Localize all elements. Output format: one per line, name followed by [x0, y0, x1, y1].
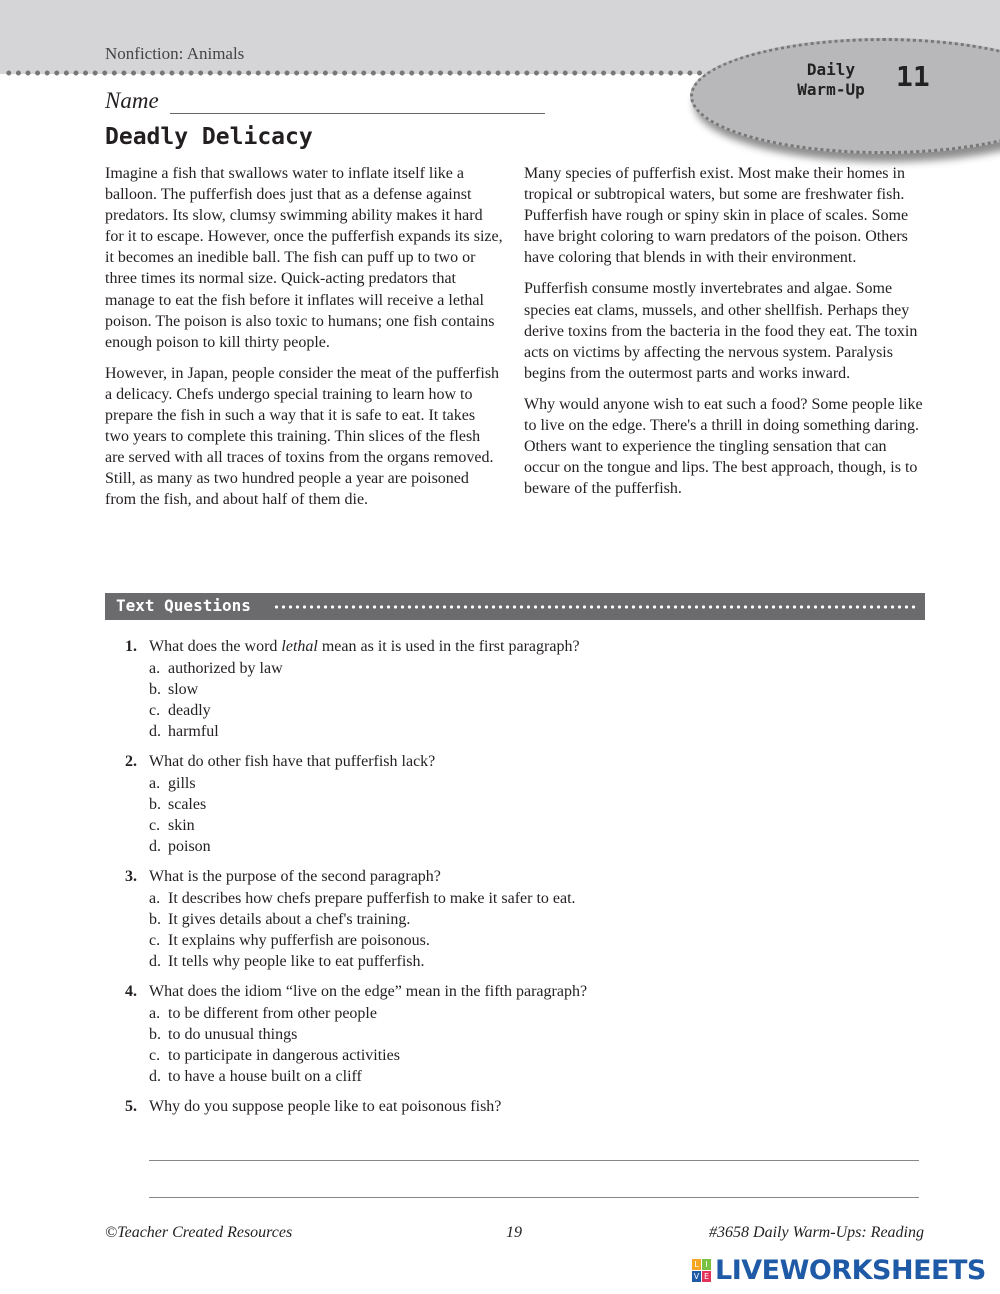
- option-letter: c.: [149, 817, 161, 834]
- option-letter: a.: [149, 660, 161, 677]
- answer-option[interactable]: [125, 1024, 925, 1045]
- right-column: [524, 163, 926, 509]
- answer-option[interactable]: [125, 721, 925, 742]
- answer-option[interactable]: [125, 1045, 925, 1066]
- answer-option[interactable]: [125, 794, 925, 815]
- question-number: 3.: [125, 868, 137, 885]
- option-letter: d.: [149, 1068, 161, 1085]
- question-stem: [125, 751, 925, 773]
- paragraph: However, in Japan, people consider the meat of the pufferfish a delicacy. Chefs undergo special training to learn how to prepare the fish in such a way that it is safe to eat. It takes two years to complete this training. Thin slices of the flesh are served with all traces of toxins from the organs removed. Still, as many as two hundred people a year are poisoned from the fish, and about half of them die.: [105, 364, 500, 509]
- question-stem: [125, 1096, 925, 1118]
- option-text: to participate in dangerous activities: [168, 1047, 400, 1064]
- option-text: to be different from other people: [168, 1005, 377, 1022]
- question-text-part: What do other fish have that pufferfish lack?: [149, 753, 436, 770]
- paragraph: Imagine a fish that swallows water to inflate itself like a balloon. The pufferfish does just that as a defense against predators. Its slow, clumsy swimming ability makes it hard for it to escape. However, once the pufferfish expands its size, it becomes an inedible ball. The fish can puff up to two or three times its normal size. Quick-acting predators that manage to eat the fish before it inflates will receive a lethal poison. The poison is also toxic to humans; one fish contains enough poison to kill thirty people.: [105, 165, 503, 351]
- question-text-part: Why do you suppose people like to eat poisonous fish?: [149, 1098, 502, 1115]
- question-stem: [125, 866, 925, 888]
- dotted-divider: [4, 70, 704, 76]
- paragraph: Many species of pufferfish exist. Most make their homes in tropical or subtropical waters, but some are freshwater fish. Pufferfish have rough or spiny skin in place of scales. Some have bright coloring to warn predators of the poison. Others have coloring that blends in with their environment.: [524, 165, 909, 267]
- footer-copyright: ©Teacher Created Resources: [105, 1224, 293, 1241]
- option-text: scales: [168, 796, 207, 813]
- question-emphasis: lethal: [281, 638, 318, 655]
- option-text: authorized by law: [168, 660, 283, 677]
- answer-option[interactable]: [125, 679, 925, 700]
- question: [125, 1096, 925, 1118]
- question-text: [149, 636, 580, 658]
- question-text-part: mean as it is used in the first paragraph?: [317, 638, 580, 655]
- answer-option[interactable]: [125, 773, 925, 794]
- question-number: 4.: [125, 983, 137, 1000]
- option-text: to have a house built on a cliff: [168, 1068, 362, 1085]
- badge-label: [786, 60, 876, 100]
- option-text: harmful: [168, 723, 219, 740]
- answer-option[interactable]: [125, 909, 925, 930]
- option-letter: c.: [149, 932, 161, 949]
- question: [125, 636, 925, 742]
- option-text: gills: [168, 775, 196, 792]
- answer-option[interactable]: [125, 888, 925, 909]
- option-text: It tells why people like to eat pufferfish.: [168, 953, 425, 970]
- question-text: [149, 751, 435, 773]
- answer-option[interactable]: [125, 1066, 925, 1087]
- option-text: to do unusual things: [168, 1026, 298, 1043]
- paragraph: Pufferfish consume mostly invertebrates and algae. Some species eat clams, mussels, and other shellfish. Perhaps they derive toxins from the bacteria in the food they eat. The toxin acts on victims by affecting the nervous system. Paralysis begins from the outermost parts and works inward.: [524, 280, 918, 382]
- logo-letter-tile: I: [702, 1259, 711, 1270]
- logo-letter-tile: E: [703, 1272, 710, 1281]
- option-letter: a.: [149, 1005, 161, 1022]
- question-text: [149, 1096, 501, 1118]
- question-number: 5.: [125, 1098, 137, 1115]
- answer-line[interactable]: [149, 1197, 919, 1198]
- option-text: It describes how chefs prepare pufferfish to make it safer to eat.: [168, 890, 576, 907]
- liveworksheets-logo: [692, 1255, 986, 1286]
- option-letter: b.: [149, 681, 161, 698]
- section-label: Nonfiction: Animals: [105, 44, 245, 63]
- option-letter: b.: [149, 796, 161, 813]
- question-number: 1.: [125, 638, 137, 655]
- option-letter: d.: [149, 723, 161, 740]
- option-text: skin: [168, 817, 195, 834]
- page-title: Deadly Delicacy: [105, 124, 313, 150]
- option-text: slow: [168, 681, 199, 698]
- answer-option[interactable]: [125, 836, 925, 857]
- questions-header-bar: [105, 593, 925, 620]
- answer-line[interactable]: [149, 1160, 919, 1161]
- option-letter: d.: [149, 953, 161, 970]
- question-text-part: What does the idiom “live on the edge” mean in the fifth paragraph?: [149, 983, 588, 1000]
- badge-line2: Warm-Up: [797, 80, 865, 99]
- question: [125, 981, 925, 1087]
- footer-page-number: 19: [506, 1224, 522, 1241]
- question-text: [149, 866, 441, 888]
- logo-letter-tile: L: [692, 1259, 701, 1270]
- name-label: Name: [105, 88, 159, 113]
- logo-icon: [692, 1259, 711, 1282]
- answer-option[interactable]: [125, 658, 925, 679]
- question: [125, 866, 925, 972]
- answer-option[interactable]: [125, 930, 925, 951]
- name-input-line[interactable]: [170, 113, 545, 114]
- questions-header: Text Questions: [116, 596, 251, 615]
- option-text: It gives details about a chef's training.: [168, 911, 411, 928]
- option-letter: b.: [149, 1026, 161, 1043]
- answer-option[interactable]: [125, 951, 925, 972]
- badge-number: 11: [896, 60, 930, 93]
- answer-option[interactable]: [125, 1003, 925, 1024]
- question-text-part: What is the purpose of the second paragraph?: [149, 868, 441, 885]
- option-text: It explains why pufferfish are poisonous.: [168, 932, 430, 949]
- option-text: deadly: [168, 702, 211, 719]
- question-stem: [125, 981, 925, 1003]
- option-letter: c.: [149, 1047, 161, 1064]
- dotted-rule: [273, 605, 917, 609]
- logo-letter-tile: V: [693, 1272, 700, 1281]
- option-letter: b.: [149, 911, 161, 928]
- questions-list: [125, 636, 925, 1127]
- question: [125, 751, 925, 857]
- answer-option[interactable]: [125, 700, 925, 721]
- option-text: poison: [168, 838, 211, 855]
- left-column: [105, 163, 503, 521]
- option-letter: d.: [149, 838, 161, 855]
- footer-book-title: #3658 Daily Warm-Ups: Reading: [709, 1224, 924, 1241]
- paragraph: Why would anyone wish to eat such a food? Some people like to live on the edge. There's a thrill in doing something daring. Others want to experience the tingling sensation that can occur on the tongue and lips. The best approach, though, is to beware of the pufferfish.: [524, 395, 923, 498]
- option-letter: a.: [149, 775, 161, 792]
- question-stem: [125, 636, 925, 658]
- answer-option[interactable]: [125, 815, 925, 836]
- question-text-part: What does the word: [149, 638, 282, 655]
- option-letter: c.: [149, 702, 161, 719]
- option-letter: a.: [149, 890, 161, 907]
- question-number: 2.: [125, 753, 137, 770]
- logo-text: LIVEWORKSHEETS: [715, 1255, 986, 1286]
- badge-line1: Daily: [806, 60, 856, 79]
- question-text: [149, 981, 587, 1003]
